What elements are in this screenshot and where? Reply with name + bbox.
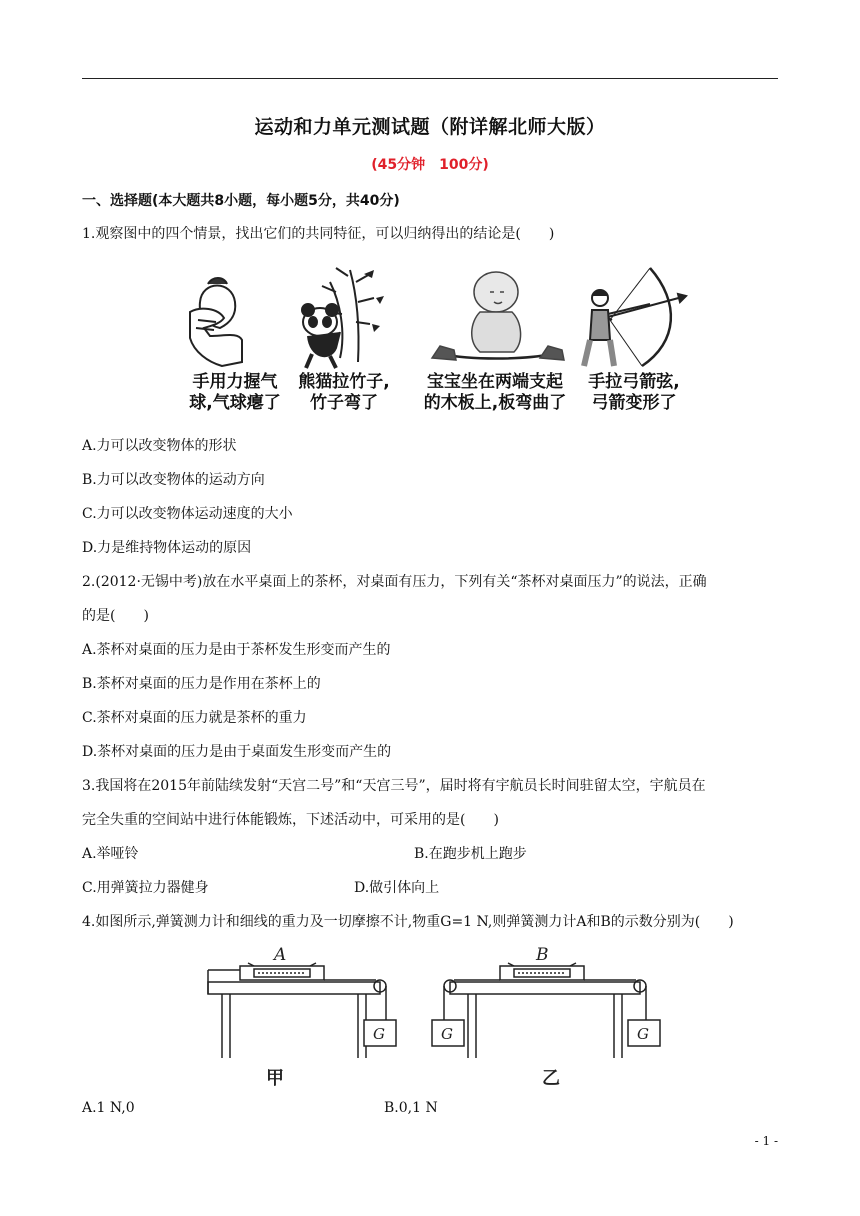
q3-stem-line2: 完全失重的空间站中进行体能锻炼，下述活动中，可采用的是( ): [82, 812, 499, 828]
page-number: - 1 -: [754, 1134, 778, 1148]
table-yi: [432, 963, 660, 1058]
header-rule: [82, 78, 778, 79]
q3-stem-line1: 3.我国将在2015年前陆续发射“天宫二号”和“天宫三号”，届时将有宇航员长时间驻留太空，宇航员在: [82, 778, 706, 794]
q1-option-a: A.力可以改变物体的形状: [82, 438, 237, 454]
panda-bamboo-illustration: [302, 268, 384, 368]
q1-option-d: D.力是维持物体运动的原因: [82, 540, 252, 556]
q3-option-c: C.用弹簧拉力器健身: [82, 880, 209, 896]
meter-a-label: A: [274, 945, 287, 965]
q1-caption-2-line2: 竹子弯了: [310, 393, 378, 413]
q3-option-d: D.做引体向上: [354, 880, 440, 896]
page-title: 运动和力单元测试题（附详解北师大版）: [254, 116, 606, 138]
q2-option-b: B.茶杯对桌面的压力是作用在茶杯上的: [82, 676, 321, 692]
figure-label-jia: 甲: [266, 1068, 284, 1089]
q1-caption-3-line1: 宝宝坐在两端支起: [427, 372, 563, 392]
q2-stem-line2: 的是( ): [82, 608, 149, 624]
q4-spring-scale-diagram: [200, 940, 670, 1090]
q3-option-b: B.在跑步机上跑步: [414, 846, 527, 862]
archer-illustration: [584, 268, 686, 366]
q2-stem-line1: 2.(2012·无锡中考)放在水平桌面上的茶杯，对桌面有压力，下列有关“茶杯对桌面压力”的说法，正确: [82, 574, 707, 590]
q1-caption-4: [578, 372, 690, 414]
q4-figure: [200, 940, 670, 1090]
q1-caption-4-line2: 弓箭变形了: [591, 393, 677, 413]
section-heading: 一、选择题(本大题共8小题，每小题5分，共40分): [82, 193, 400, 209]
weight-g-yi-right: G: [637, 1025, 649, 1043]
q1-caption-1-line2: 球,气球瘪了: [189, 393, 281, 413]
q2-option-d: D.茶杯对桌面的压力是由于桌面发生形变而产生的: [82, 744, 392, 760]
balloon-hand-illustration: [190, 278, 242, 366]
q4-option-b: B.0,1 N: [384, 1100, 438, 1116]
q1-stem: 1.观察图中的四个情景，找出它们的共同特征，可以归纳得出的结论是( ): [82, 226, 555, 242]
q1-option-c: C.力可以改变物体运动速度的大小: [82, 506, 293, 522]
q1-caption-3: [410, 372, 580, 414]
q2-option-c: C.茶杯对桌面的压力就是茶杯的重力: [82, 710, 307, 726]
figure-label-yi: 乙: [542, 1068, 560, 1089]
q4-option-a: A.1 N,0: [82, 1100, 135, 1116]
q4-stem: 4.如图所示,弹簧测力计和细线的重力及一切摩擦不计,物重G=1 N,则弹簧测力计A和B的示数分别为( ): [82, 914, 734, 930]
baby-board-illustration: [432, 272, 564, 360]
q1-figure: [180, 262, 690, 420]
page-subtitle: (45分钟 100分): [371, 157, 489, 173]
q2-option-a: A.茶杯对桌面的压力是由于茶杯发生形变而产生的: [82, 642, 391, 658]
q1-caption-1: [180, 372, 290, 414]
meter-b-label: B: [536, 945, 549, 965]
q1-caption-3-line2: 的木板上,板弯曲了: [423, 393, 567, 413]
table-jia: [208, 963, 396, 1058]
q1-caption-2: [288, 372, 400, 414]
q1-option-b: B.力可以改变物体的运动方向: [82, 472, 265, 488]
q1-caption-2-line1: 熊猫拉竹子,: [298, 372, 390, 392]
q1-caption-4-line1: 手拉弓箭弦,: [588, 372, 680, 392]
q3-option-a: A.举哑铃: [82, 846, 139, 862]
q1-caption-1-line1: 手用力握气: [192, 372, 278, 392]
weight-g-yi-left: G: [441, 1025, 453, 1043]
weight-g-jia: G: [373, 1025, 385, 1043]
